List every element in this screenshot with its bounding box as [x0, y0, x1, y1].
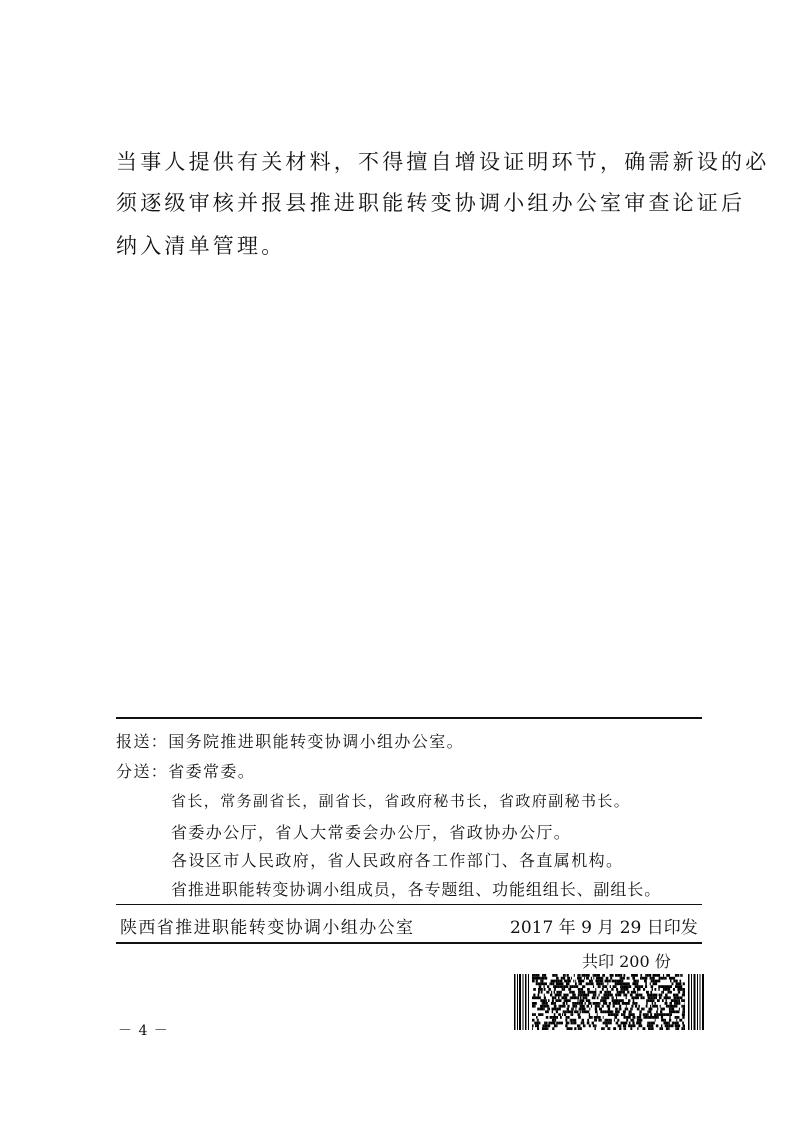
report-to-line: 报送：国务院推进职能转变协调小组办公室。	[116, 732, 465, 751]
body-line: 须逐级审核并报县推进职能转变协调小组办公室审查论证后	[116, 191, 746, 215]
issue-date: 2017 年 9 月 29 日印发	[510, 918, 698, 938]
copy-to-item: 省委办公厅，省人大常委会办公厅，省政协办公厅。	[171, 823, 572, 842]
document-barcode	[514, 974, 704, 1030]
body-line: 纳入清单管理。	[116, 234, 286, 258]
barcode-data-area	[532, 974, 685, 1030]
top-divider	[116, 717, 702, 719]
issuer: 陕西省推进职能转变协调小组办公室	[120, 918, 415, 938]
middle-divider	[116, 904, 702, 905]
print-count: 共印 200 份	[582, 952, 671, 971]
page-number: － 4 －	[118, 1023, 169, 1039]
copy-to-item: 各设区市人民政府，省人民政府各工作部门、各直属机构。	[171, 851, 624, 870]
copy-to-item: 省长，常务副省长，副省长，省政府秘书长，省政府副秘书长。	[171, 792, 631, 810]
bottom-divider	[116, 942, 702, 944]
copy-to-line: 分送：省委常委。	[116, 762, 256, 781]
body-line: 当事人提供有关材料，不得擅自增设证明环节，确需新设的必	[116, 150, 770, 174]
copy-to-item: 省推进职能转变协调小组成员，各专题组、功能组组长、副组长。	[171, 880, 662, 899]
